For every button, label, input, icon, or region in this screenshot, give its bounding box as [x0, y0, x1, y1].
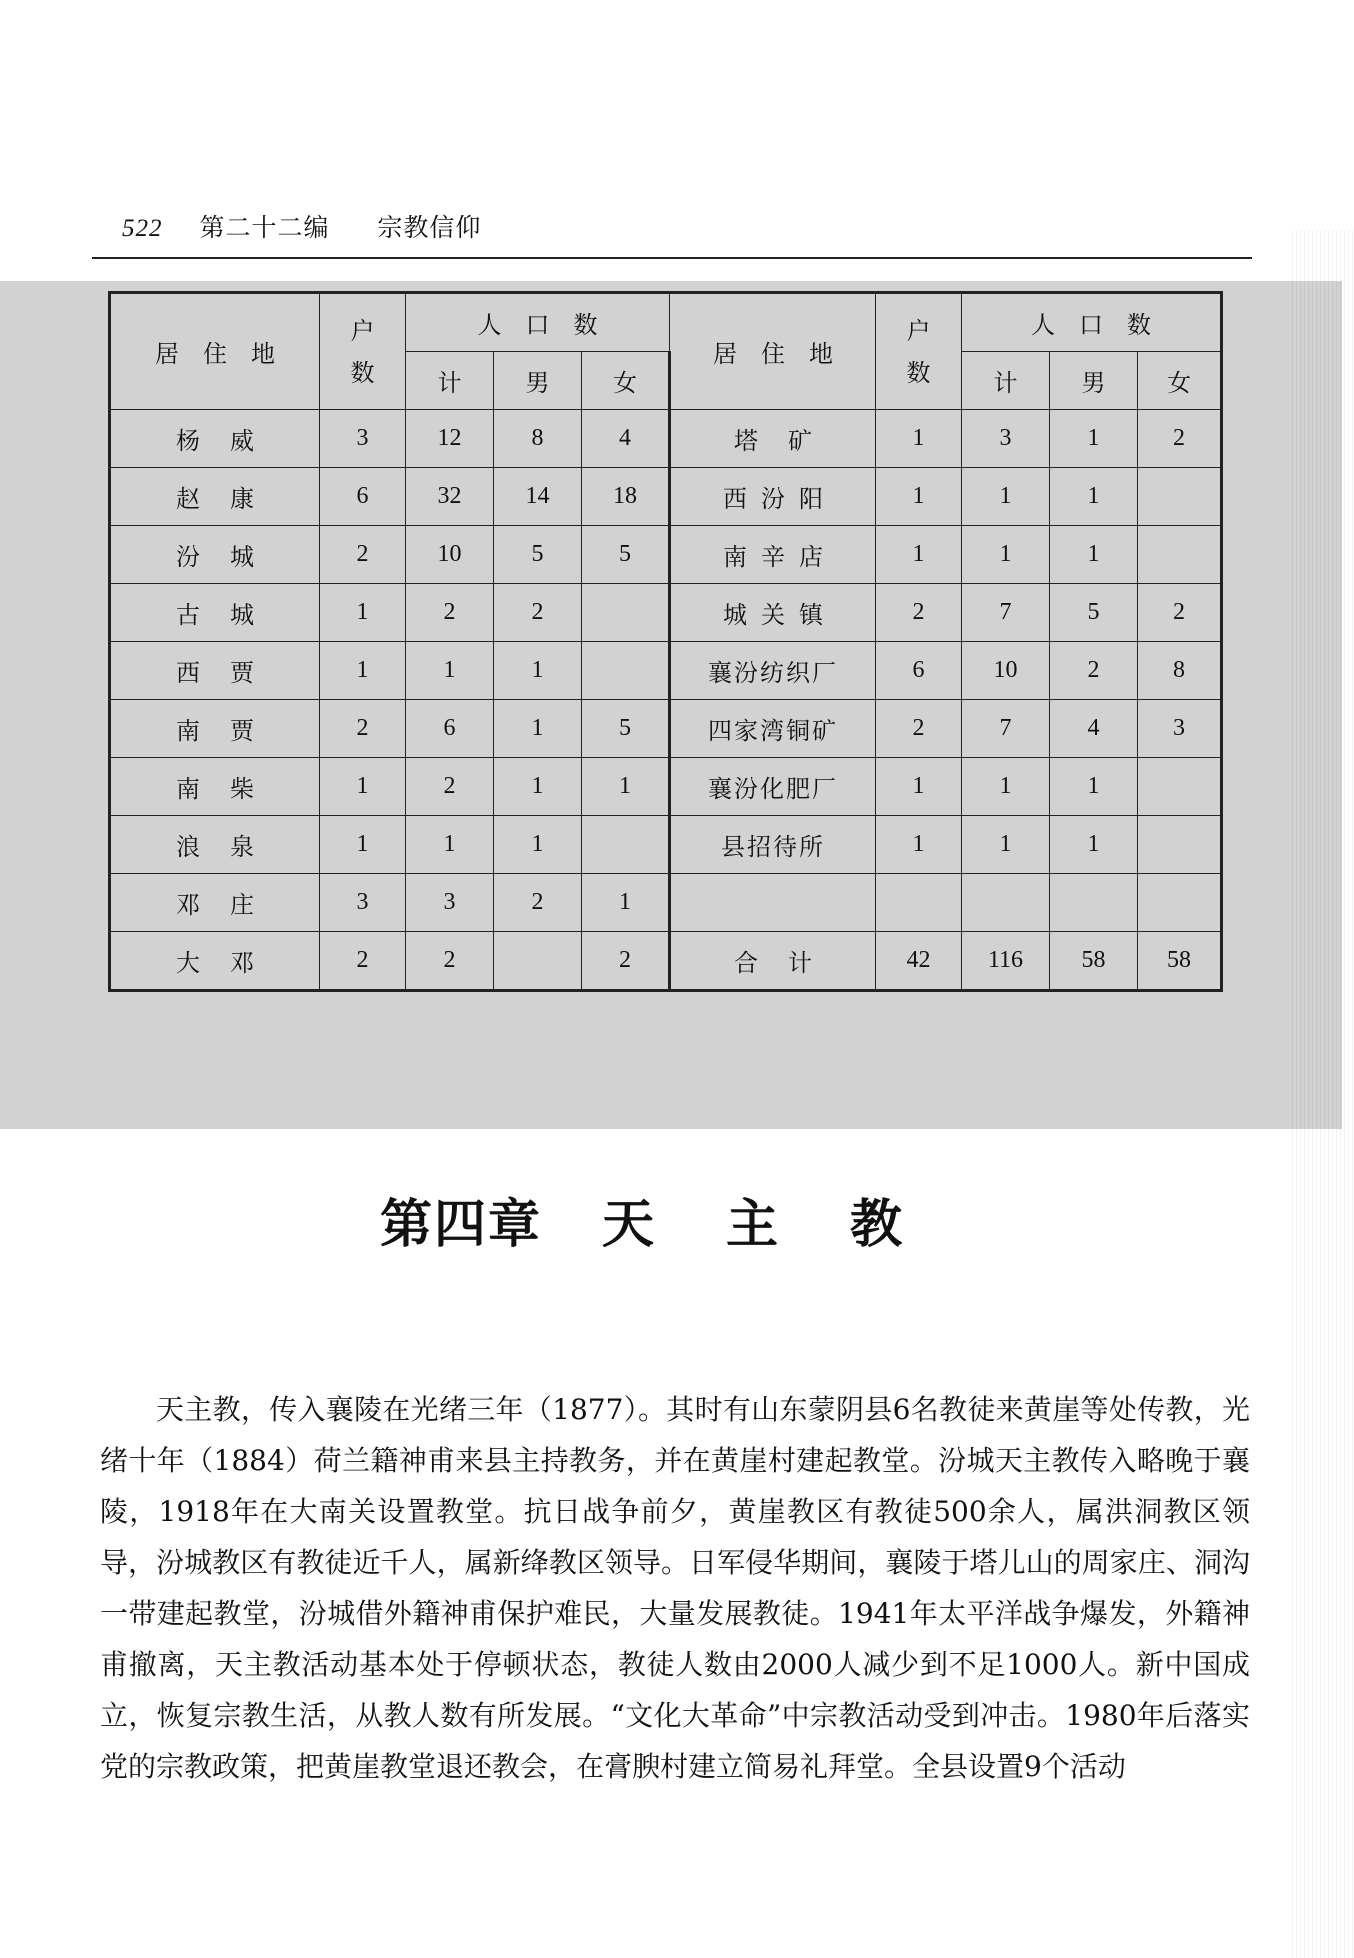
place-left: 汾城	[110, 526, 320, 584]
table-row	[110, 700, 1222, 758]
header-female-right: 女	[1138, 352, 1222, 410]
population-table	[108, 291, 1223, 992]
female-left: 5	[582, 526, 670, 584]
total-right: 1	[962, 468, 1050, 526]
place-right: 南辛店	[670, 526, 876, 584]
paragraph: 天主教，传入襄陵在光绪三年（1877）。其时有山东蒙阴县6名教徒来黄崖等处传教，光绪十年（1884）荷兰籍神甫来县主持教务，并在黄崖村建起教堂。汾城天主教传入略晚于襄陵，1918年在大南关设置教堂。抗日战争前夕，黄崖教区有教徒500余人，属洪洞教区领导，汾城教区有教徒近千人，属新绛教区领导。日军侵华期间，襄陵于塔儿山的周家庄、洞沟一带建起教堂，汾城借外籍神甫保护难民，大量发展教徒。1941年太平洋战争爆发，外籍神甫撤离，天主教活动基本处于停顿状态，教徒人数由2000人减少到不足1000人。新中国成立，恢复宗教生活，从教人数有所发展。“文化大革命”中宗教活动受到冲击。1980年后落实党的宗教政策，把黄崖教堂退还教会，在膏腴村建立简易礼拜堂。全县设置9个活动	[100, 1393, 1250, 1783]
households-left: 3	[320, 874, 406, 932]
male-left: 1	[494, 642, 582, 700]
body-text	[100, 1384, 1250, 1792]
total-left: 2	[406, 932, 494, 991]
place-left: 古城	[110, 584, 320, 642]
female-left: 4	[582, 410, 670, 468]
place-right: 襄汾纺织厂	[670, 642, 876, 700]
total-right: 10	[962, 642, 1050, 700]
total-left: 2	[406, 758, 494, 816]
male-right: 58	[1050, 932, 1138, 991]
female-left	[582, 642, 670, 700]
households-right: 2	[876, 700, 962, 758]
total-right: 116	[962, 932, 1050, 991]
table-row	[110, 642, 1222, 700]
place-left: 西贾	[110, 642, 320, 700]
table-row	[110, 874, 1222, 932]
place-left: 南贾	[110, 700, 320, 758]
scan-edge-noise	[1292, 230, 1354, 1958]
households-right: 1	[876, 468, 962, 526]
male-right: 2	[1050, 642, 1138, 700]
table-row	[110, 816, 1222, 874]
male-left: 8	[494, 410, 582, 468]
place-right: 合计	[670, 932, 876, 991]
header-section: 宗教信仰	[377, 213, 482, 242]
households-right: 1	[876, 816, 962, 874]
male-right: 1	[1050, 468, 1138, 526]
households-left: 2	[320, 700, 406, 758]
female-right	[1138, 874, 1222, 932]
households-right: 2	[876, 584, 962, 642]
place-right: 西汾阳	[670, 468, 876, 526]
place-right	[670, 874, 876, 932]
chapter-number: 第四章	[379, 1194, 542, 1255]
male-left: 2	[494, 874, 582, 932]
male-left: 1	[494, 758, 582, 816]
total-left: 1	[406, 816, 494, 874]
male-right: 5	[1050, 584, 1138, 642]
page-number: 522	[122, 215, 163, 242]
male-right: 1	[1050, 410, 1138, 468]
female-right: 2	[1138, 410, 1222, 468]
male-left: 5	[494, 526, 582, 584]
header-total-left: 计	[406, 352, 494, 410]
male-left	[494, 932, 582, 991]
table-row	[110, 526, 1222, 584]
male-left: 2	[494, 584, 582, 642]
place-right: 塔矿	[670, 410, 876, 468]
female-right	[1138, 816, 1222, 874]
total-left: 32	[406, 468, 494, 526]
households-right: 42	[876, 932, 962, 991]
chapter-title: 天主教	[602, 1194, 975, 1255]
male-left: 14	[494, 468, 582, 526]
female-right: 3	[1138, 700, 1222, 758]
male-right: 1	[1050, 816, 1138, 874]
place-right: 襄汾化肥厂	[670, 758, 876, 816]
households-left: 6	[320, 468, 406, 526]
place-left: 浪泉	[110, 816, 320, 874]
female-left: 2	[582, 932, 670, 991]
total-left: 3	[406, 874, 494, 932]
households-right	[876, 874, 962, 932]
female-left: 18	[582, 468, 670, 526]
total-left: 1	[406, 642, 494, 700]
female-left: 5	[582, 700, 670, 758]
place-left: 南柴	[110, 758, 320, 816]
households-left: 1	[320, 816, 406, 874]
female-right	[1138, 468, 1222, 526]
place-left: 赵康	[110, 468, 320, 526]
header-population-right: 人口数	[962, 293, 1222, 352]
total-left: 10	[406, 526, 494, 584]
female-right: 8	[1138, 642, 1222, 700]
male-right	[1050, 874, 1138, 932]
table-row	[110, 758, 1222, 816]
total-right: 3	[962, 410, 1050, 468]
female-left: 1	[582, 758, 670, 816]
total-right: 1	[962, 816, 1050, 874]
total-right	[962, 874, 1050, 932]
total-left: 6	[406, 700, 494, 758]
table-row	[110, 410, 1222, 468]
place-right: 城关镇	[670, 584, 876, 642]
place-left: 邓庄	[110, 874, 320, 932]
households-left: 1	[320, 584, 406, 642]
households-left: 3	[320, 410, 406, 468]
male-left: 1	[494, 816, 582, 874]
table-row	[110, 468, 1222, 526]
female-right	[1138, 526, 1222, 584]
male-right: 1	[1050, 758, 1138, 816]
header-households-right: 户 数	[876, 293, 962, 410]
header-total-right: 计	[962, 352, 1050, 410]
place-left: 大邓	[110, 932, 320, 991]
header-population-left: 人口数	[406, 293, 670, 352]
households-left: 1	[320, 758, 406, 816]
running-header	[122, 208, 481, 244]
header-households-left: 户 数	[320, 293, 406, 410]
header-rule	[92, 257, 1252, 259]
total-right: 1	[962, 758, 1050, 816]
total-right: 7	[962, 584, 1050, 642]
female-left	[582, 584, 670, 642]
female-left	[582, 816, 670, 874]
place-right: 县招待所	[670, 816, 876, 874]
male-right: 1	[1050, 526, 1138, 584]
households-right: 6	[876, 642, 962, 700]
place-right: 四家湾铜矿	[670, 700, 876, 758]
female-right: 58	[1138, 932, 1222, 991]
table-row	[110, 584, 1222, 642]
male-right: 4	[1050, 700, 1138, 758]
households-right: 1	[876, 526, 962, 584]
total-left: 2	[406, 584, 494, 642]
households-right: 1	[876, 410, 962, 468]
female-left: 1	[582, 874, 670, 932]
header-male-left: 男	[494, 352, 582, 410]
households-left: 2	[320, 932, 406, 991]
header-place-right: 居住地	[670, 293, 876, 410]
header-male-right: 男	[1050, 352, 1138, 410]
total-left: 12	[406, 410, 494, 468]
total-right: 1	[962, 526, 1050, 584]
households-left: 2	[320, 526, 406, 584]
male-left: 1	[494, 700, 582, 758]
female-right	[1138, 758, 1222, 816]
place-left: 杨威	[110, 410, 320, 468]
households-right: 1	[876, 758, 962, 816]
female-right: 2	[1138, 584, 1222, 642]
table-row	[110, 932, 1222, 991]
total-right: 7	[962, 700, 1050, 758]
chapter-heading	[0, 1182, 1354, 1257]
header-female-left: 女	[582, 352, 670, 410]
header-part: 第二十二编	[199, 213, 330, 242]
households-left: 1	[320, 642, 406, 700]
header-place-left: 居住地	[110, 293, 320, 410]
